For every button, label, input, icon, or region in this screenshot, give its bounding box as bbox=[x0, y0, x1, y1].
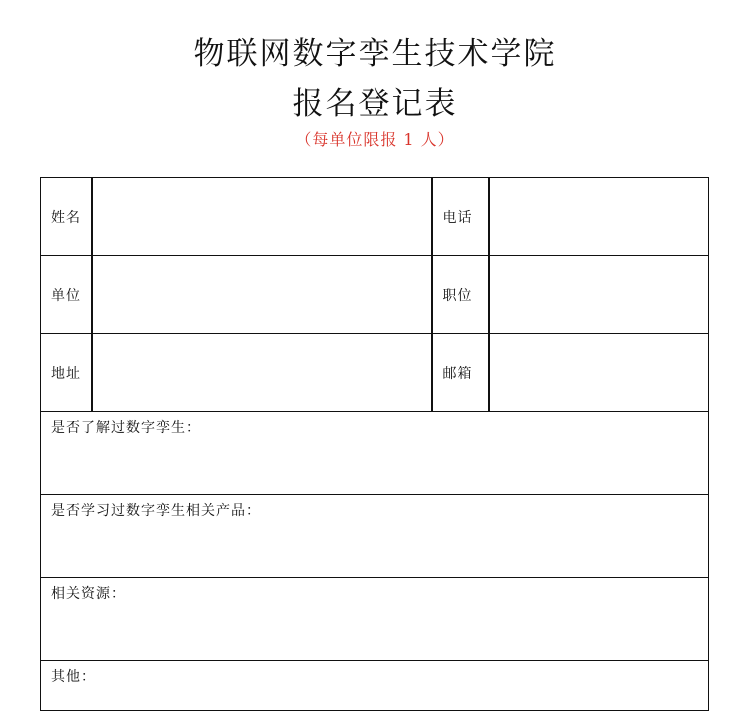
digital-twin-awareness-field[interactable] bbox=[41, 412, 709, 495]
address-field[interactable] bbox=[92, 334, 432, 412]
resources-label: 相关资源： bbox=[51, 586, 126, 602]
company-field[interactable] bbox=[92, 256, 432, 334]
address-label: 地址 bbox=[41, 334, 92, 412]
product-learning-field[interactable] bbox=[41, 495, 709, 578]
resources-field[interactable] bbox=[41, 578, 709, 661]
other-field[interactable] bbox=[41, 661, 709, 711]
form-title-line2: 报名登记表 bbox=[292, 86, 458, 122]
registration-limit-note: （每单位限报 1 人） bbox=[295, 130, 455, 149]
form-row-product-learning bbox=[41, 495, 709, 578]
form-row-name bbox=[41, 178, 709, 256]
phone-label: 电话 bbox=[432, 178, 489, 256]
company-label: 单位 bbox=[41, 256, 92, 334]
position-field[interactable] bbox=[489, 256, 709, 334]
registration-form-table bbox=[40, 177, 709, 711]
phone-field[interactable] bbox=[489, 178, 709, 256]
email-label: 邮箱 bbox=[432, 334, 489, 412]
digital-twin-awareness-label: 是否了解过数字孪生： bbox=[51, 420, 201, 436]
form-row-resources bbox=[41, 578, 709, 661]
name-label: 姓名 bbox=[41, 178, 92, 256]
position-label: 职位 bbox=[432, 256, 489, 334]
name-field[interactable] bbox=[92, 178, 432, 256]
email-field[interactable] bbox=[489, 334, 709, 412]
form-row-digital-twin-awareness bbox=[41, 412, 709, 495]
form-title-line1: 物联网数字孪生技术学院 bbox=[193, 36, 557, 72]
other-label: 其他： bbox=[51, 669, 96, 685]
product-learning-label: 是否学习过数字孪生相关产品： bbox=[51, 503, 261, 519]
form-row-address bbox=[41, 334, 709, 412]
form-row-company bbox=[41, 256, 709, 334]
form-row-other bbox=[41, 661, 709, 711]
